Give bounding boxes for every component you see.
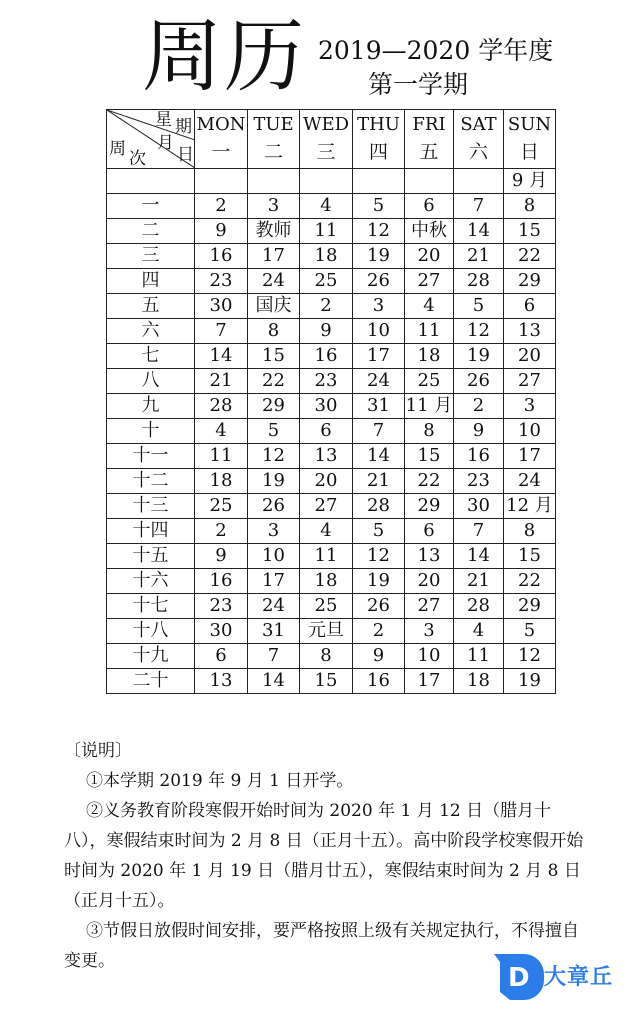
- date-cell: 22: [405, 469, 454, 494]
- date-cell: 10: [504, 419, 556, 444]
- note-item: ①本学期 2019 年 9 月 1 日开学。: [86, 771, 354, 791]
- calendar-body: [107, 169, 556, 694]
- date-cell: 23: [454, 469, 504, 494]
- date-cell: 6: [195, 644, 248, 669]
- corner-yue: 月: [157, 133, 174, 153]
- date-cell: 12: [248, 444, 300, 469]
- date-cell: 20: [300, 469, 353, 494]
- date-cell: 12: [353, 219, 405, 244]
- date-cell: 11: [195, 444, 248, 469]
- week-row: [107, 419, 556, 444]
- week-number: 三: [107, 244, 195, 269]
- week-number: 十九: [107, 644, 195, 669]
- date-cell: 4: [195, 419, 248, 444]
- date-cell: 16: [454, 444, 504, 469]
- date-cell: 3: [504, 394, 556, 419]
- date-cell: 27: [504, 369, 556, 394]
- day-header: MON 一: [195, 110, 248, 169]
- date-cell: 4: [300, 519, 353, 544]
- corner-cell: [107, 110, 195, 169]
- week-number: 十六: [107, 569, 195, 594]
- date-cell: 26: [353, 594, 405, 619]
- date-cell: 27: [405, 269, 454, 294]
- week-number: 十七: [107, 594, 195, 619]
- date-cell: 10: [405, 644, 454, 669]
- week-row: [107, 619, 556, 644]
- date-cell: 19: [504, 669, 556, 694]
- date-cell: 14: [248, 669, 300, 694]
- date-cell: 14: [454, 544, 504, 569]
- week-number: 十: [107, 419, 195, 444]
- date-cell: 8: [300, 644, 353, 669]
- date-cell: 5: [454, 294, 504, 319]
- date-cell: 29: [504, 594, 556, 619]
- week-row: [107, 294, 556, 319]
- corner-ri: 日: [177, 145, 194, 165]
- date-cell: 12: [504, 644, 556, 669]
- date-cell: 18: [195, 469, 248, 494]
- date-cell: 2: [454, 394, 504, 419]
- day-header: TUE 二: [248, 110, 300, 169]
- week-number: [107, 169, 195, 194]
- page-title: 周历: [142, 10, 306, 103]
- date-cell: 27: [405, 594, 454, 619]
- date-cell: 3: [248, 194, 300, 219]
- date-cell: 3: [248, 519, 300, 544]
- week-number: 十二: [107, 469, 195, 494]
- date-cell: 11: [405, 319, 454, 344]
- date-cell: [405, 169, 454, 194]
- date-cell: 26: [353, 269, 405, 294]
- date-cell: 17: [248, 569, 300, 594]
- date-cell: 5: [353, 519, 405, 544]
- date-cell: 5: [504, 619, 556, 644]
- date-cell: 9: [195, 544, 248, 569]
- date-cell: 16: [195, 244, 248, 269]
- date-cell: 30: [300, 394, 353, 419]
- date-cell: 2: [195, 519, 248, 544]
- week-row: [107, 344, 556, 369]
- week-number: 八: [107, 369, 195, 394]
- date-cell: 24: [248, 594, 300, 619]
- header-row: [107, 110, 556, 169]
- week-number: 十四: [107, 519, 195, 544]
- date-cell: 30: [195, 294, 248, 319]
- date-cell: 24: [504, 469, 556, 494]
- date-cell: 12 月: [504, 494, 556, 519]
- date-cell: 26: [248, 494, 300, 519]
- date-cell: 8: [248, 319, 300, 344]
- date-cell: 5: [353, 194, 405, 219]
- date-cell: 13: [195, 669, 248, 694]
- date-cell: 29: [248, 394, 300, 419]
- week-row: [107, 644, 556, 669]
- date-cell: 25: [195, 494, 248, 519]
- week-row: [107, 369, 556, 394]
- date-cell: 15: [300, 669, 353, 694]
- date-cell: 10: [248, 544, 300, 569]
- date-cell: 国庆: [248, 294, 300, 319]
- week-row: [107, 544, 556, 569]
- date-cell: 8: [405, 419, 454, 444]
- date-cell: 21: [454, 244, 504, 269]
- week-row: [107, 569, 556, 594]
- week-row: [107, 319, 556, 344]
- date-cell: 7: [454, 519, 504, 544]
- week-row: [107, 444, 556, 469]
- week-number: 一: [107, 194, 195, 219]
- date-cell: 26: [454, 369, 504, 394]
- week-row: [107, 394, 556, 419]
- date-cell: 31: [248, 619, 300, 644]
- date-cell: 18: [300, 244, 353, 269]
- date-cell: 4: [300, 194, 353, 219]
- date-cell: 22: [248, 369, 300, 394]
- date-cell: 17: [504, 444, 556, 469]
- date-cell: 25: [300, 269, 353, 294]
- date-cell: 元旦: [300, 619, 353, 644]
- date-cell: 7: [353, 419, 405, 444]
- date-cell: 中秋: [405, 219, 454, 244]
- date-cell: 24: [248, 269, 300, 294]
- corner-zhou: 周: [109, 139, 126, 159]
- date-cell: 29: [405, 494, 454, 519]
- date-cell: 7: [248, 644, 300, 669]
- date-cell: 13: [300, 444, 353, 469]
- day-header: FRI 五: [405, 110, 454, 169]
- note-item: ③节假日放假时间安排，要严格按照上级有关规定执行，不得擅自变更。: [64, 921, 579, 971]
- date-cell: 18: [300, 569, 353, 594]
- date-cell: 9: [300, 319, 353, 344]
- week-number: 五: [107, 294, 195, 319]
- day-header: WED 三: [300, 110, 353, 169]
- logo-d-letter: D: [508, 963, 530, 993]
- date-cell: 17: [405, 669, 454, 694]
- week-calendar-table: [106, 109, 556, 694]
- week-number: 七: [107, 344, 195, 369]
- week-row: [107, 669, 556, 694]
- date-cell: 11: [300, 544, 353, 569]
- week-number: 二: [107, 219, 195, 244]
- date-cell: 16: [195, 569, 248, 594]
- week-number: 四: [107, 269, 195, 294]
- date-cell: 13: [504, 319, 556, 344]
- date-cell: 28: [454, 594, 504, 619]
- date-cell: 教师: [248, 219, 300, 244]
- date-cell: 8: [504, 194, 556, 219]
- date-cell: 8: [504, 519, 556, 544]
- week-row: [107, 594, 556, 619]
- date-cell: 20: [504, 344, 556, 369]
- date-cell: 16: [353, 669, 405, 694]
- date-cell: 21: [195, 369, 248, 394]
- date-cell: 6: [300, 419, 353, 444]
- week-row: [107, 169, 556, 194]
- date-cell: 15: [504, 219, 556, 244]
- date-cell: 25: [300, 594, 353, 619]
- date-cell: 18: [405, 344, 454, 369]
- date-cell: 14: [454, 219, 504, 244]
- date-cell: 4: [405, 294, 454, 319]
- day-header: THU 四: [353, 110, 405, 169]
- date-cell: 23: [195, 594, 248, 619]
- term-label: 第一学期: [368, 70, 469, 99]
- date-cell: [248, 169, 300, 194]
- corner-qi: 期: [175, 117, 192, 137]
- date-cell: 3: [353, 294, 405, 319]
- date-cell: [300, 169, 353, 194]
- week-number: 六: [107, 319, 195, 344]
- date-cell: 30: [195, 619, 248, 644]
- week-number: 二十: [107, 669, 195, 694]
- week-number: 九: [107, 394, 195, 419]
- date-cell: 20: [405, 244, 454, 269]
- date-cell: 3: [405, 619, 454, 644]
- date-cell: 6: [405, 194, 454, 219]
- date-cell: 28: [454, 269, 504, 294]
- week-number: 十一: [107, 444, 195, 469]
- week-number: 十八: [107, 619, 195, 644]
- date-cell: 7: [195, 319, 248, 344]
- date-cell: 19: [353, 569, 405, 594]
- watermark-text: 大章丘: [544, 965, 614, 990]
- date-cell: 2: [195, 194, 248, 219]
- date-cell: 30: [454, 494, 504, 519]
- date-cell: 10: [353, 319, 405, 344]
- date-cell: 9 月: [504, 169, 556, 194]
- date-cell: 21: [353, 469, 405, 494]
- date-cell: 12: [353, 544, 405, 569]
- date-cell: 11: [454, 644, 504, 669]
- date-cell: 14: [195, 344, 248, 369]
- date-cell: 16: [300, 344, 353, 369]
- date-cell: 9: [353, 644, 405, 669]
- date-cell: 5: [248, 419, 300, 444]
- date-cell: 21: [454, 569, 504, 594]
- week-number: 十五: [107, 544, 195, 569]
- date-cell: 19: [353, 244, 405, 269]
- day-header: SUN 日: [504, 110, 556, 169]
- date-cell: 15: [405, 444, 454, 469]
- date-cell: 14: [353, 444, 405, 469]
- date-cell: 2: [353, 619, 405, 644]
- date-cell: 17: [248, 244, 300, 269]
- week-row: [107, 269, 556, 294]
- date-cell: 6: [405, 519, 454, 544]
- date-cell: 6: [504, 294, 556, 319]
- date-cell: 22: [504, 244, 556, 269]
- date-cell: 18: [454, 669, 504, 694]
- date-cell: 2: [300, 294, 353, 319]
- date-cell: 27: [300, 494, 353, 519]
- date-cell: 24: [353, 369, 405, 394]
- date-cell: 11: [300, 219, 353, 244]
- date-cell: 20: [405, 569, 454, 594]
- notes-section: [64, 736, 584, 976]
- date-cell: 12: [454, 319, 504, 344]
- date-cell: 11 月: [405, 394, 454, 419]
- week-row: [107, 194, 556, 219]
- notes-heading: 〔说明〕: [64, 741, 132, 761]
- date-cell: 28: [353, 494, 405, 519]
- day-header: SAT 六: [454, 110, 504, 169]
- date-cell: 7: [454, 194, 504, 219]
- week-row: [107, 219, 556, 244]
- corner-xing: 星: [155, 110, 172, 130]
- week-row: [107, 519, 556, 544]
- date-cell: 17: [353, 344, 405, 369]
- week-row: [107, 244, 556, 269]
- note-item: ②义务教育阶段寒假开始时间为 2020 年 1 月 12 日（腊月十八），寒假结束时间为 2 月 8 日（正月十五）。高中阶段学校寒假开始时间为 2020 年 1 月 19 日（腊月廿五），寒假结束时间为 2 月 8 日（正月十五）。: [64, 801, 584, 911]
- date-cell: 23: [300, 369, 353, 394]
- date-cell: 15: [248, 344, 300, 369]
- date-cell: 19: [454, 344, 504, 369]
- date-cell: 22: [504, 569, 556, 594]
- date-cell: 28: [195, 394, 248, 419]
- date-cell: 13: [405, 544, 454, 569]
- date-cell: 31: [353, 394, 405, 419]
- date-cell: 23: [195, 269, 248, 294]
- date-cell: [353, 169, 405, 194]
- week-number: 十三: [107, 494, 195, 519]
- date-cell: 9: [195, 219, 248, 244]
- date-cell: 4: [454, 619, 504, 644]
- date-cell: 29: [504, 269, 556, 294]
- date-cell: 15: [504, 544, 556, 569]
- date-cell: 25: [405, 369, 454, 394]
- date-cell: 9: [454, 419, 504, 444]
- week-row: [107, 494, 556, 519]
- corner-ci: 次: [129, 149, 146, 169]
- week-row: [107, 469, 556, 494]
- date-cell: 19: [248, 469, 300, 494]
- date-cell: [454, 169, 504, 194]
- date-cell: [195, 169, 248, 194]
- school-year: 2019—2020 学年度: [318, 36, 554, 65]
